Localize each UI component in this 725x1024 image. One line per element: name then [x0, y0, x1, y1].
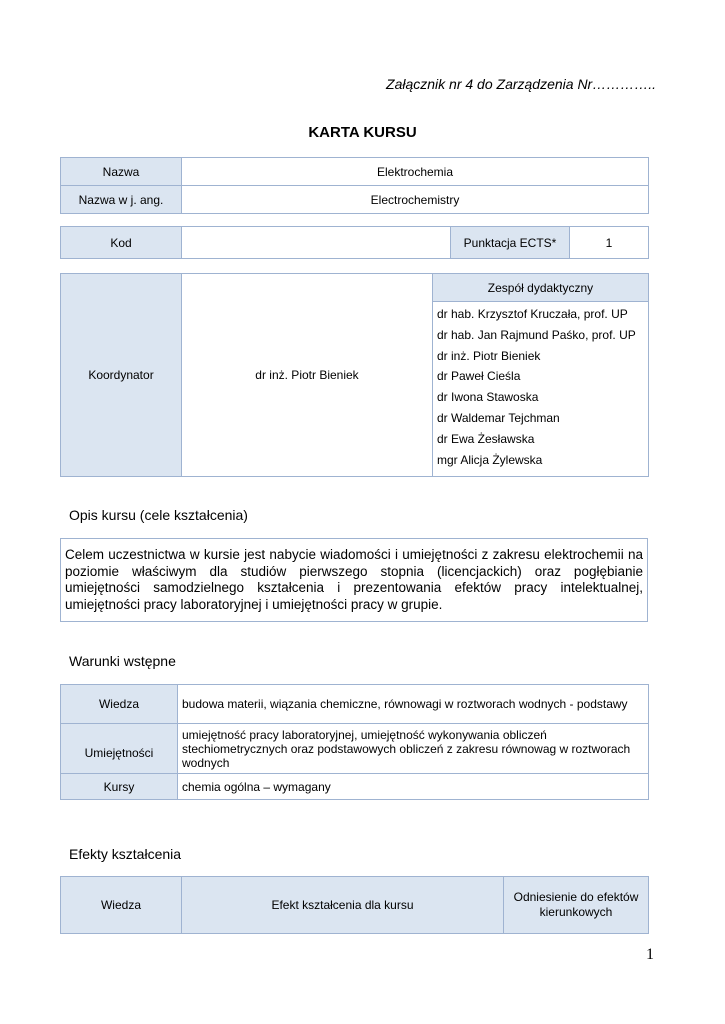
prereq-knowledge-label: Wiedza — [61, 685, 178, 724]
code-value — [182, 227, 451, 259]
coordinator-value: dr inż. Piotr Bieniek — [182, 274, 433, 477]
page-title: KARTA KURSU — [308, 124, 417, 141]
description-title: Opis kursu (cele kształcenia) — [69, 507, 248, 523]
prereq-skills-value: umiejętność pracy laboratoryjnej, umiejętność wykonywania obliczeń stechiometrycznych oraz podstawowych obliczeń z zakresu równowag w roztworach wodnych — [178, 724, 649, 774]
course-name-table — [60, 157, 649, 214]
annex-reference: Załącznik nr 4 do Zarządzenia Nr………….. — [386, 76, 656, 92]
description-text: Celem uczestnictwa w kursie jest nabycie wiadomości i umiejętności z zakresu elektrochemii na poziomie właściwym dla studiów pierwszego stopnia (licencjackich) oraz pogłębianie umiejętności samodzielnego kształcenia i prezentowania efektów pracy intelektualnej, umiejętności pracy laboratoryjnej i umiejętności pracy w grupie. — [61, 539, 648, 622]
team-member: dr Ewa Żesławska — [437, 431, 535, 446]
outcomes-table — [60, 876, 649, 934]
prereq-courses-value: chemia ogólna – wymagany — [178, 774, 649, 800]
team-member: dr hab. Krzysztof Kruczała, prof. UP — [437, 307, 628, 321]
team-member: dr Paweł Cieśla — [437, 369, 521, 384]
outcomes-title: Efekty kształcenia — [69, 846, 182, 862]
ects-label: Punktacja ECTS* — [451, 227, 570, 259]
description-table — [60, 538, 648, 622]
team-list — [433, 302, 649, 477]
prerequisites-title: Warunki wstępne — [69, 653, 176, 669]
prereq-courses-label: Kursy — [61, 774, 178, 800]
name-en-label: Nazwa w j. ang. — [61, 186, 182, 214]
name-label: Nazwa — [61, 158, 182, 186]
team-member: dr Iwona Stawoska — [437, 390, 539, 405]
name-value: Elektrochemia — [182, 158, 649, 186]
outcomes-knowledge-header: Wiedza — [61, 877, 182, 934]
team-label: Zespół dydaktyczny — [433, 274, 649, 302]
code-ects-table — [60, 226, 649, 259]
coordinator-label: Koordynator — [61, 274, 182, 477]
code-label: Kod — [61, 227, 182, 259]
prereq-skills-label: Umiejętności — [61, 724, 178, 774]
prereq-knowledge-value: budowa materii, wiązania chemiczne, równowagi w roztworach wodnych - podstawy — [178, 685, 649, 724]
team-member: dr inż. Piotr Bieniek — [437, 348, 541, 363]
staff-table — [60, 273, 649, 477]
page-number: 1 — [646, 946, 654, 963]
prerequisites-table — [60, 684, 649, 800]
team-member: dr hab. Jan Rajmund Paśko, prof. UP — [437, 327, 636, 342]
outcomes-reference-header: Odniesienie do efektów kierunkowych — [504, 877, 649, 934]
outcomes-effect-header: Efekt kształcenia dla kursu — [182, 877, 504, 934]
ects-value: 1 — [570, 227, 649, 259]
team-member: mgr Alicja Żylewska — [437, 452, 543, 467]
name-en-value: Electrochemistry — [182, 186, 649, 214]
team-member: dr Waldemar Tejchman — [437, 410, 560, 425]
